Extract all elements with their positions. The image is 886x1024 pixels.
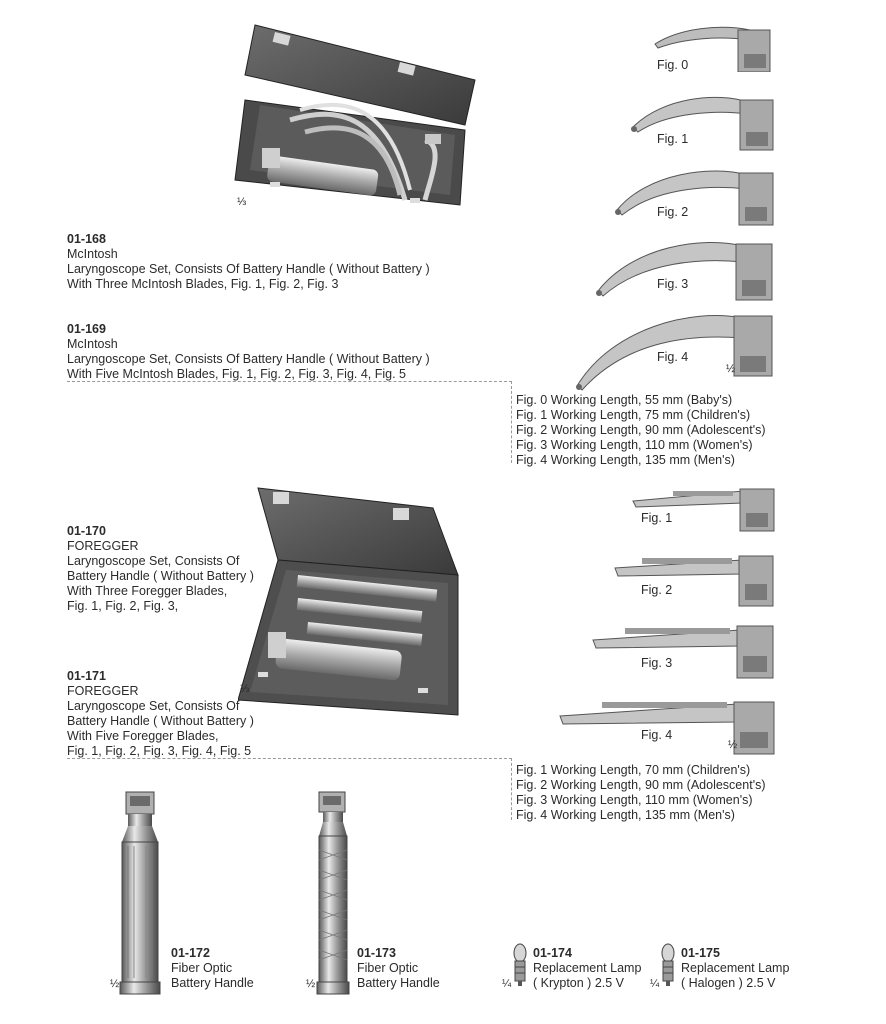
working-length-line: Fig. 3 Working Length, 110 mm (Women's) — [516, 438, 753, 452]
product-description-line: Laryngoscope Set, Consists Of Battery Handle ( Without Battery ) — [67, 352, 430, 366]
fig-label: Fig. 2 — [657, 205, 689, 219]
scale-mark: ⅓ — [240, 683, 250, 695]
krypton-lamp-image — [511, 943, 529, 988]
product-01-168 — [67, 232, 430, 292]
mcintosh-blade-fig-1 — [628, 92, 778, 154]
divider — [511, 381, 512, 463]
product-description-line: Fiber Optic — [357, 961, 419, 975]
product-name: FOREGGER — [67, 539, 139, 553]
product-name: McIntosh — [67, 247, 118, 261]
product-01-175 — [681, 946, 789, 991]
working-length-line: Fig. 2 Working Length, 90 mm (Adolescent's) — [516, 423, 766, 437]
divider — [511, 758, 512, 820]
product-description-line: Laryngoscope Set, Consists Of — [67, 699, 240, 713]
working-length-line: Fig. 1 Working Length, 70 mm (Children's) — [516, 763, 751, 777]
product-description-line: With Three Foregger Blades, — [67, 584, 228, 598]
product-description-line: With Five McIntosh Blades, Fig. 1, Fig. 2, Fig. 3, Fig. 4, Fig. 5 — [67, 367, 407, 381]
product-description-line: With Five Foregger Blades, — [67, 729, 219, 743]
foregger-set-case-image — [238, 480, 463, 720]
scale-mark: ½ — [728, 739, 738, 751]
mcintosh-set-case-image — [230, 20, 480, 210]
product-code: 01-171 — [67, 669, 106, 683]
working-length-line: Fig. 4 Working Length, 135 mm (Men's) — [516, 453, 735, 467]
fig-label: Fig. 0 — [657, 58, 689, 72]
product-01-173 — [357, 946, 440, 991]
working-length-line: Fig. 2 Working Length, 90 mm (Adolescent's) — [516, 778, 766, 792]
product-description-line: Battery Handle ( Without Battery ) — [67, 569, 254, 583]
product-description-line: Battery Handle — [171, 976, 254, 990]
product-description-line: Laryngoscope Set, Consists Of — [67, 554, 240, 568]
product-01-169 — [67, 322, 430, 382]
battery-handle-01-173-image — [313, 790, 353, 1000]
working-length-line: Fig. 1 Working Length, 75 mm (Children's) — [516, 408, 751, 422]
working-length-line: Fig. 3 Working Length, 110 mm (Women's) — [516, 793, 753, 807]
scale-mark: ¼ — [650, 978, 660, 990]
mcintosh-working-lengths — [516, 393, 766, 468]
foregger-blade-fig-3 — [590, 618, 778, 680]
halogen-lamp-image — [659, 943, 677, 988]
fig-label: Fig. 4 — [657, 350, 689, 364]
fig-label: Fig. 1 — [657, 132, 689, 146]
scale-mark: ½ — [110, 978, 120, 990]
product-description-line: Fiber Optic — [171, 961, 233, 975]
product-description-line: Fig. 1, Fig. 2, Fig. 3, — [67, 599, 179, 613]
product-description-line: Replacement Lamp — [533, 961, 642, 975]
fig-label: Fig. 1 — [641, 511, 673, 525]
working-length-line: Fig. 0 Working Length, 55 mm (Baby's) — [516, 393, 733, 407]
scale-mark: ½ — [306, 978, 316, 990]
product-code: 01-174 — [533, 946, 572, 960]
foregger-blade-fig-2 — [612, 548, 777, 608]
foregger-blade-fig-4 — [557, 694, 779, 756]
product-description-line: Replacement Lamp — [681, 961, 790, 975]
product-description-line: ( Krypton ) 2.5 V — [533, 976, 625, 990]
foregger-working-lengths — [516, 763, 766, 823]
product-code: 01-168 — [67, 232, 106, 246]
mcintosh-blade-fig-2 — [612, 165, 777, 230]
scale-mark: ¼ — [502, 978, 512, 990]
product-01-172 — [171, 946, 254, 991]
scale-mark: ½ — [726, 363, 736, 375]
product-01-170 — [67, 524, 254, 614]
product-description-line: Fig. 1, Fig. 2, Fig. 3, Fig. 4, Fig. 5 — [67, 744, 252, 758]
battery-handle-01-172-image — [116, 790, 166, 1000]
divider — [67, 758, 512, 759]
product-description-line: Battery Handle ( Without Battery ) — [67, 714, 254, 728]
product-name: FOREGGER — [67, 684, 139, 698]
mcintosh-blade-fig-3 — [593, 236, 778, 306]
foregger-blade-fig-1 — [628, 483, 778, 533]
product-description-line: Laryngoscope Set, Consists Of Battery Handle ( Without Battery ) — [67, 262, 430, 276]
product-name: McIntosh — [67, 337, 118, 351]
fig-label: Fig. 3 — [641, 656, 673, 670]
product-code: 01-172 — [171, 946, 210, 960]
product-01-174 — [533, 946, 641, 991]
product-code: 01-173 — [357, 946, 396, 960]
fig-label: Fig. 4 — [641, 728, 673, 742]
scale-mark: ⅓ — [237, 196, 247, 208]
product-description-line: ( Halogen ) 2.5 V — [681, 976, 776, 990]
product-description-line: Battery Handle — [357, 976, 440, 990]
product-code: 01-175 — [681, 946, 720, 960]
fig-label: Fig. 3 — [657, 277, 689, 291]
fig-label: Fig. 2 — [641, 583, 673, 597]
product-code: 01-170 — [67, 524, 106, 538]
product-description-line: With Three McIntosh Blades, Fig. 1, Fig. 2, Fig. 3 — [67, 277, 339, 291]
working-length-line: Fig. 4 Working Length, 135 mm (Men's) — [516, 808, 735, 822]
divider — [67, 381, 512, 382]
product-code: 01-169 — [67, 322, 106, 336]
product-01-171 — [67, 669, 254, 759]
